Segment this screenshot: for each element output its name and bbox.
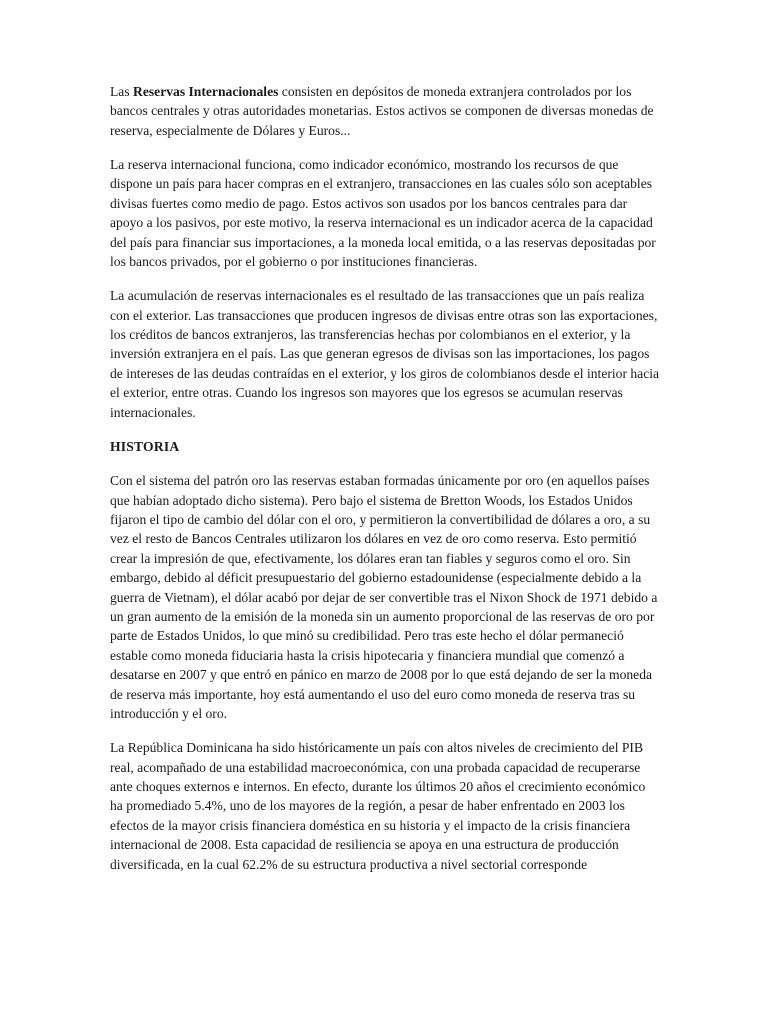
paragraph-indicator: La reserva internacional funciona, como indicador económico, mostrando los recursos de que dispone un país para hacer compras en el extranjero, transacciones en las cuales sólo son aceptables divisas fuertes como medio de pago. Estos activos son usados por los bancos centrales para dar apoyo a los pasivos, por este motivo, la reserva internacional es un indicador acerca de la capacidad del país para financiar sus importaciones, a la moneda local emitida, o a las reservas depositadas por los bancos privados, por el gobierno o por instituciones financieras. bbox=[110, 157, 656, 270]
intro-lead: Las bbox=[110, 84, 134, 99]
section-heading-historia: HISTORIA bbox=[110, 438, 180, 454]
paragraph-dominican-republic: La República Dominicana ha sido históricamente un país con altos niveles de crecimiento del PIB real, acompañado de una estabilidad macroeconómica, con una probada capacidad de recuperarse ante choques externos e internos. En efecto, durante los últimos 20 años el crecimiento económico ha promediado 5.4%, uno de los mayores de la región, a pesar de haber enfrentado en 2003 los efectos de la mayor crisis financiera doméstica en su historia y el impacto de la crisis financiera internacional de 2008. Esta capacidad de resiliencia se apoya en una estructura de producción diversificada, en la cual 62.2% de su estructura productiva a nivel sectorial corresponde bbox=[110, 740, 646, 872]
intro-bold-term: Reservas Internacionales bbox=[133, 84, 279, 99]
document-page bbox=[110, 82, 660, 889]
paragraph-intro bbox=[110, 82, 660, 140]
paragraph-history: Con el sistema del patrón oro las reservas estaban formadas únicamente por oro (en aquellos países que habían adoptado dicho sistema). Pero bajo el sistema de Bretton Woods, los Estados Unidos fijaron el tipo de cambio del dólar con el oro, y permitieron la convertibilidad de dólares a oro, a su vez el resto de Bancos Centrales utilizaron los dólares en vez de oro como reserva. Esto permitió crear la impresión de que, efectivamente, los dólares eran tan fiables y seguros como el oro. Sin embargo, debido al déficit presupuestario del gobierno estadounidense (especialmente debido a la guerra de Vietnam), el dólar acabó por dejar de ser convertible tras el Nixon Shock de 1971 debido a un gran aumento de la emisión de la moneda sin un aumento proporcional de las reservas de oro por parte de Estados Unidos, lo que minó su credibilidad. Pero tras este hecho el dólar permaneció estable como moneda fiduciaria hasta la crisis hipotecaria y financiera mundial que comenzó a desatarse en 2007 y que entró en pánico en marzo de 2008 por lo que está dejando de ser la moneda de reserva más importante, hoy está aumentando el uso del euro como moneda de reserva tras su introducción y el oro. bbox=[110, 473, 658, 721]
intro-rest: consisten en depósitos de moneda extranjera controlados por los bancos centrales y otras autoridades monetarias. Estos activos se componen de diversas monedas de reserva, especialmente de Dólares y Euros... bbox=[110, 84, 654, 138]
paragraph-accumulation: La acumulación de reservas internacionales es el resultado de las transacciones que un país realiza con el exterior. Las transacciones que producen ingresos de divisas entre otras son las exportaciones, los créditos de bancos extranjeros, las transferencias hechas por colombianos en el exterior, y la inversión extranjera en el país. Las que generan egresos de divisas son las importaciones, los pagos de intereses de las deudas contraídas en el exterior, y los giros de colombianos desde el interior hacia el exterior, entre otras. Cuando los ingresos son mayores que los egresos se acumulan reservas internacionales. bbox=[110, 288, 660, 420]
